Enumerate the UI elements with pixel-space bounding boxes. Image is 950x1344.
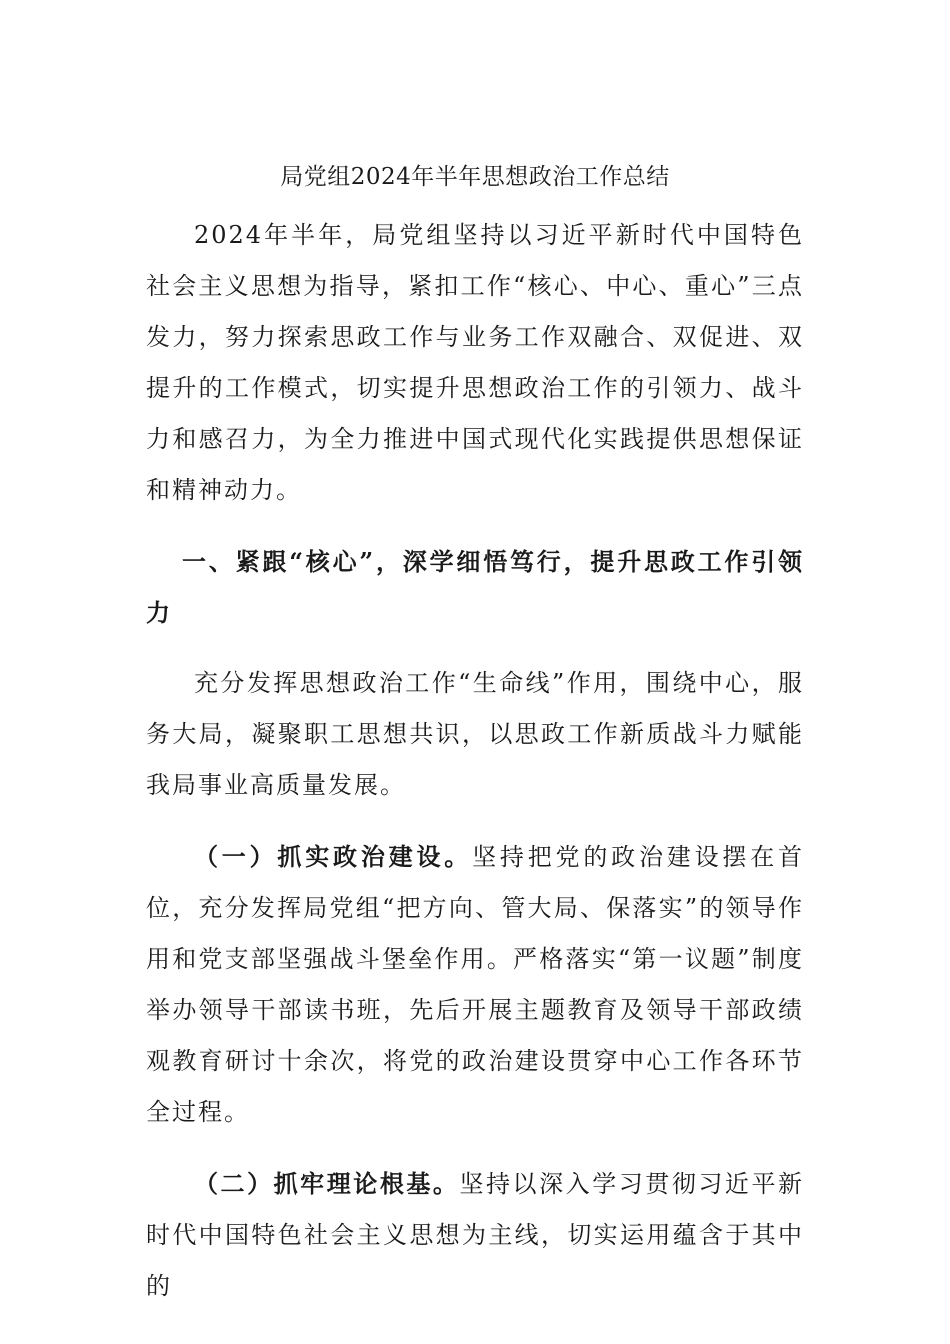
subsection-2-lead: （二）抓牢理论根基。 xyxy=(194,1169,460,1198)
subsection-1-paragraph xyxy=(146,831,804,1138)
spacer xyxy=(146,1138,804,1158)
subsection-2-paragraph xyxy=(146,1158,804,1312)
section-heading-1: 一、紧跟“核心”，深学细悟笃行，提升思政工作引领力 xyxy=(146,547,804,627)
subsection-1-text: 坚持把党的政治建设摆在首位，充分发挥局党组“把方向、管大局、保落实”的领导作用和党支部坚强战斗堡垒作用。严格落实“第一议题”制度举办领导干部读书班，先后开展主题教育及领导干部政绩观教育研讨十余次，将党的政治建设贯穿中心工作各环节全过程。 xyxy=(146,843,805,1126)
section-1-paragraph: 充分发挥思想政治工作“生命线”作用，围绕中心，服务大局，凝聚职工思想共识，以思政工作新质战斗力赋能我局事业高质量发展。 xyxy=(146,669,804,799)
spacer xyxy=(146,516,804,536)
spacer xyxy=(146,202,804,210)
spacer xyxy=(146,811,804,831)
subsection-1-lead: （一）抓实政治建设。 xyxy=(194,842,473,871)
intro-paragraph: 2024年半年，局党组坚持以习近平新时代中国特色社会主义思想为指导，紧扣工作“核心、中心、重心”三点发力，努力探索思政工作与业务工作双融合、双促进、双提升的工作模式，切实提升思想政治工作的引领力、战斗力和感召力，为全力推进中国式现代化实践提供思想保证和精神动力。 xyxy=(146,221,804,504)
spacer xyxy=(146,638,804,658)
document-title: 局党组2024年半年思想政治工作总结 xyxy=(280,164,670,190)
document-body xyxy=(146,152,804,1312)
subsection-2-text: 坚持以深入学习贯彻习近平新时代中国特色社会主义思想为主线，切实运用蕴含于其中的 xyxy=(146,1170,805,1300)
